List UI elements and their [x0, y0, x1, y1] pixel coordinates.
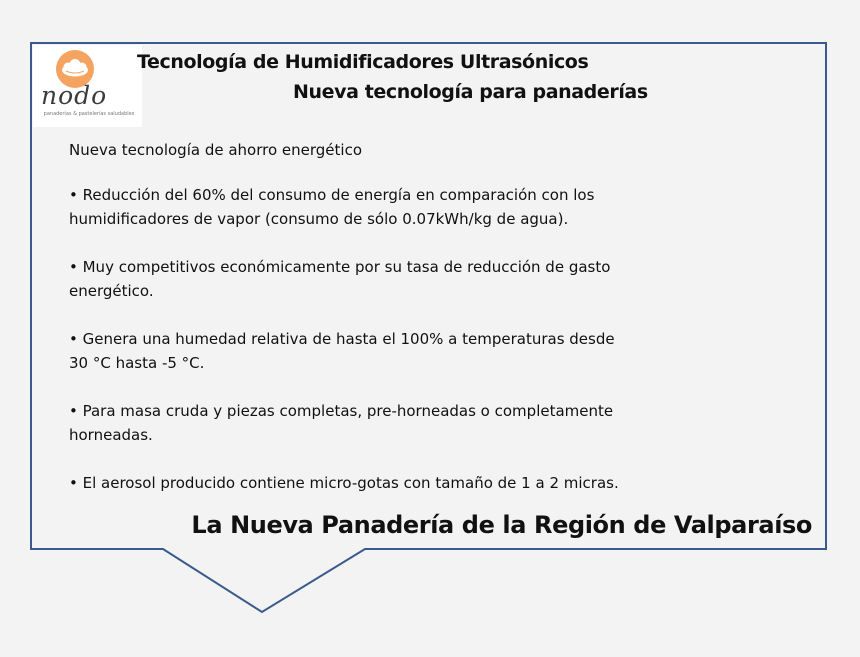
- logo-wordmark: nodo: [41, 81, 108, 110]
- logo: [33, 45, 142, 127]
- bullet-item: • El aerosol producido contiene micro-gotas con tamaño de 1 a 2 micras.: [69, 474, 619, 492]
- footer-title: La Nueva Panadería de la Región de Valparaíso: [191, 511, 812, 539]
- bullet-item: • Genera una humedad relativa de hasta el 100% a temperaturas desde 30 °C hasta -5 °C.: [69, 330, 615, 372]
- bullet-item: • Para masa cruda y piezas completas, pre-horneadas o completamente horneadas.: [69, 402, 614, 444]
- bullet-list: [69, 183, 719, 519]
- logo-tagline: panaderías & pastelerías saludables: [43, 111, 135, 117]
- bullet-item: • Muy competitivos económicamente por su tasa de reducción de gasto energético.: [69, 258, 611, 300]
- bullet-item: • Reducción del 60% del consumo de energía en comparación con los humidificadores de vapor (consumo de sólo 0.07kWh/kg de agua).: [69, 186, 595, 228]
- header-subtitle: Nueva tecnología para panaderías: [293, 81, 648, 103]
- header-title: Tecnología de Humidificadores Ultrasónicos: [137, 51, 589, 73]
- intro-text: Nueva tecnología de ahorro energético: [69, 141, 362, 159]
